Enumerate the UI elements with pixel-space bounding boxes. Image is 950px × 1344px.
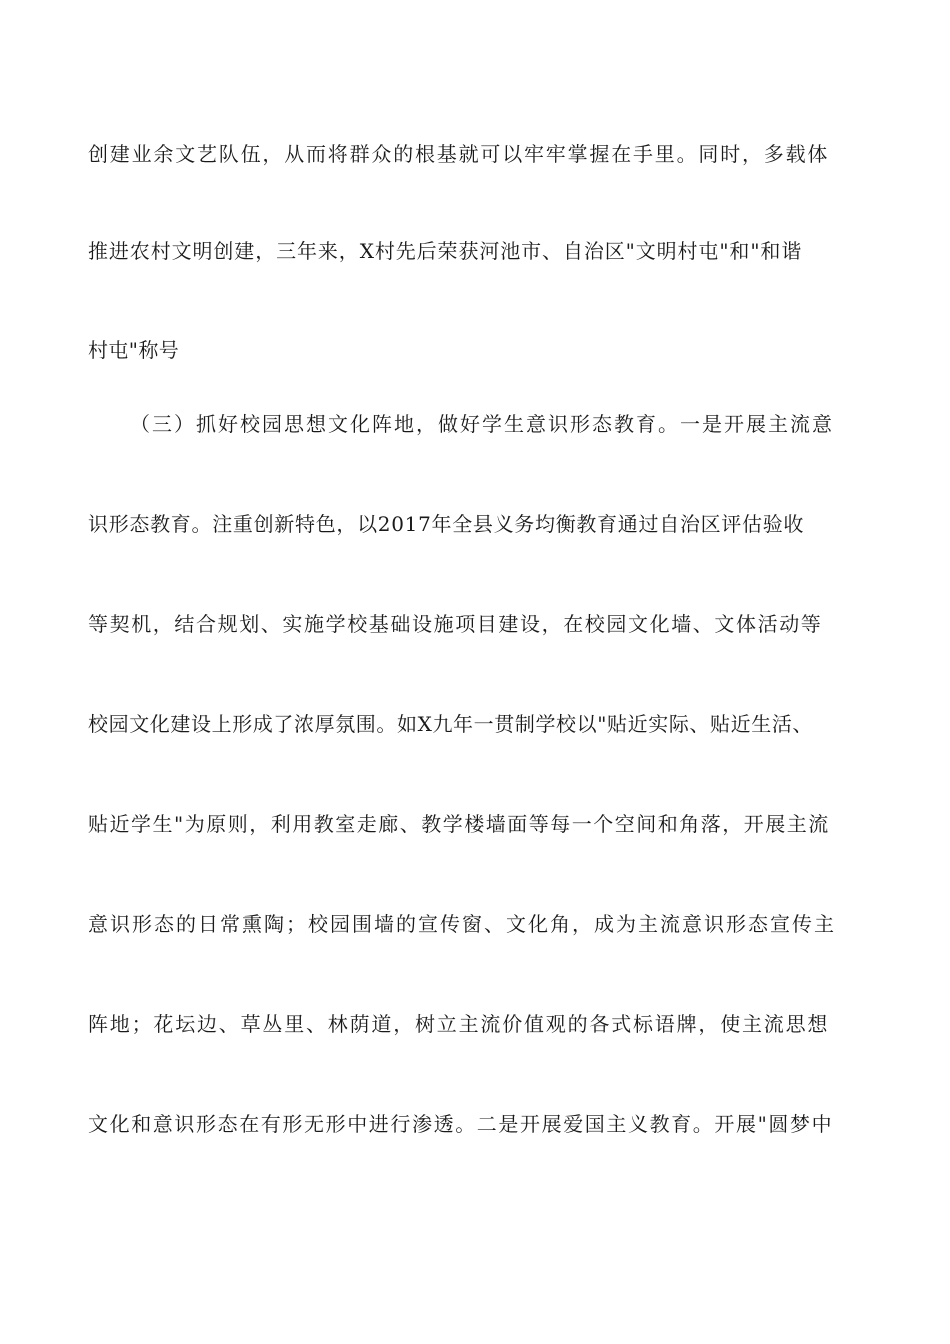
text-line-3: 村屯"称号 [88, 338, 180, 362]
text-line-1: 创建业余文艺队伍，从而将群众的根基就可以牢牢掌握在手里。同时，多载体 [88, 142, 830, 166]
text-line-9: 意识形态的日常熏陶；校园围墙的宣传窗、文化角，成为主流意识形态宣传主 [88, 912, 836, 936]
text-line-11: 文化和意识形态在有形无形中进行渗透。二是开展爱国主义教育。开展"圆梦中 [88, 1112, 834, 1136]
section-heading-line: （三）抓好校园思想文化阵地，做好学生意识形态教育。一是开展主流意 [130, 412, 834, 436]
text-line-7: 校园文化建设上形成了浓厚氛围。如X九年一贯制学校以"贴近实际、贴近生活、 [88, 712, 814, 736]
text-line-5: 识形态教育。注重创新特色，以2017年全县义务均衡教育通过自治区评估验收 [88, 512, 805, 536]
text-line-2: 推进农村文明创建，三年来，X村先后荣获河池市、自治区"文明村屯"和"和谐 [88, 239, 803, 263]
text-line-10: 阵地；花坛边、草丛里、林荫道，树立主流价值观的各式标语牌，使主流思想 [88, 1012, 830, 1036]
text-line-8: 贴近学生"为原则，利用教室走廊、教学楼墙面等每一个空间和角落，开展主流 [88, 812, 830, 836]
text-line-6: 等契机，结合规划、实施学校基础设施项目建设，在校园文化墙、文体活动等 [88, 612, 823, 636]
